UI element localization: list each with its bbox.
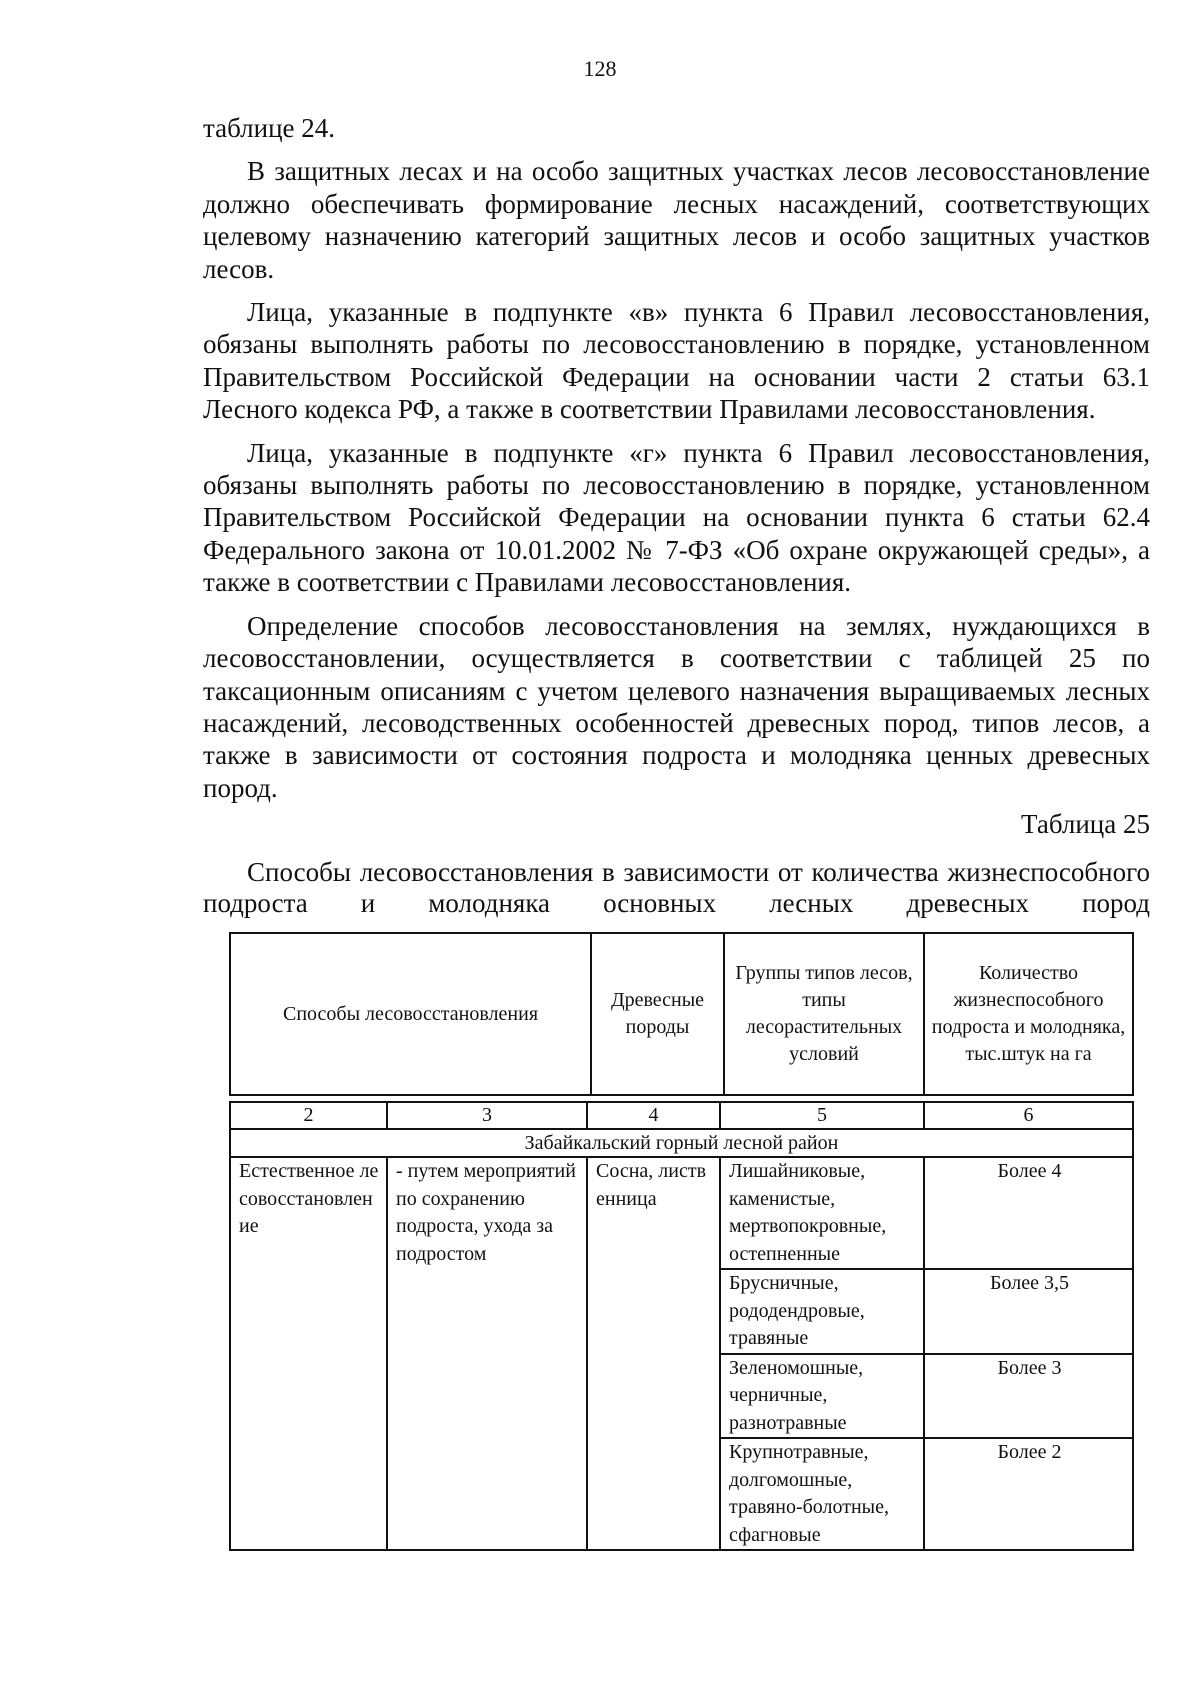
- submethod-cell: - путем мероприятий по сохранению подроста, ухода за подростом: [387, 1157, 587, 1550]
- column-number: 5: [720, 1102, 924, 1129]
- forest-type-cell: Зеленомошные, черничные, разнотравные: [720, 1354, 924, 1439]
- table-caption: [203, 857, 1150, 919]
- table-label: Таблица 25: [1021, 809, 1150, 839]
- table-row: [230, 1157, 1133, 1269]
- column-number: 6: [924, 1102, 1133, 1129]
- forest-type-cell: Брусничные, рододендровые, травяные: [720, 1269, 924, 1354]
- method-cell: Естественное лесовосстановление: [230, 1157, 387, 1550]
- table-caption-text: Способы лесовосстановления в зависимости от количества жизнеспособного подроста и молодняка основных лесных древесных пород: [203, 857, 1150, 918]
- table-body: [229, 1101, 1134, 1551]
- forest-type-cell: Крупнотравные, долгомошные, травяно-болотные, сфагновые: [720, 1438, 924, 1550]
- header-forest-types: Группы типов лесов, типы лесорастительных условий: [724, 933, 924, 1095]
- paragraph-continuation: таблице 24.: [203, 113, 336, 143]
- column-number: 3: [387, 1102, 587, 1129]
- paragraph-persons-g: Лица, указанные в подпункте «г» пункта 6 Правил лесовосстановления, обязаны выполнять работы по лесовосстановлению в порядке, установленном Правительством Российской Федерации на основании пункта 6 статьи 62.4 Федерального закона от 10.01.2002 № 7-ФЗ «Об охране окружающей среды», а также в соответствии с Правилами лесовосстановления.: [203, 437, 1150, 598]
- column-number: 4: [587, 1102, 720, 1129]
- quantity-cell: Более 4: [924, 1157, 1133, 1269]
- quantity-cell: Более 2: [924, 1438, 1133, 1550]
- column-number: 2: [230, 1102, 387, 1129]
- body-text: [203, 112, 1150, 804]
- header-methods: Способы лесовосстановления: [230, 933, 591, 1095]
- paragraph-methods-definition: Определение способов лесовосстановления на землях, нуждающихся в лесовосстановлении, осуществляется в соответствии с таблицей 25 по таксационным описаниям с учетом целевого назначения выращиваемых лесных насаждений, лесоводственных особенностей древесных пород, типов лесов, а также в зависимости от состояния подроста и молодняка ценных древесных пород.: [203, 610, 1150, 803]
- quantity-cell: Более 3,5: [924, 1269, 1133, 1354]
- table-header: [229, 932, 1134, 1096]
- column-numbers-row: [230, 1102, 1133, 1129]
- species-cell: Сосна, лиственница: [587, 1157, 720, 1550]
- region-title: Забайкальский горный лесной район: [230, 1129, 1133, 1157]
- quantity-cell: Более 3: [924, 1354, 1133, 1439]
- region-row: [230, 1129, 1133, 1157]
- paragraph-persons-v: Лица, указанные в подпункте «в» пункта 6 Правил лесовосстановления, обязаны выполнять работы по лесовосстановлению в порядке, установленном Правительством Российской Федерации на основании части 2 статьи 63.1 Лесного кодекса РФ, а также в соответствии Правилами лесовосстановления.: [203, 297, 1150, 425]
- paragraph-protective-forests: В защитных лесах и на особо защитных участках лесов лесовосстановление должно обеспечивать формирование лесных насаждений, соответствующих целевому назначению категорий защитных лесов и особо защитных участков лесов.: [203, 156, 1150, 284]
- header-quantity: Количество жизнеспособного подроста и молодняка, тыс.штук на га: [924, 933, 1133, 1095]
- forest-type-cell: Лишайниковые, каменистые, мертвопокровные, остепненные: [720, 1157, 924, 1269]
- header-row: [230, 933, 1133, 1095]
- header-species: Древесные породы: [591, 933, 724, 1095]
- page-number: 128: [583, 56, 617, 81]
